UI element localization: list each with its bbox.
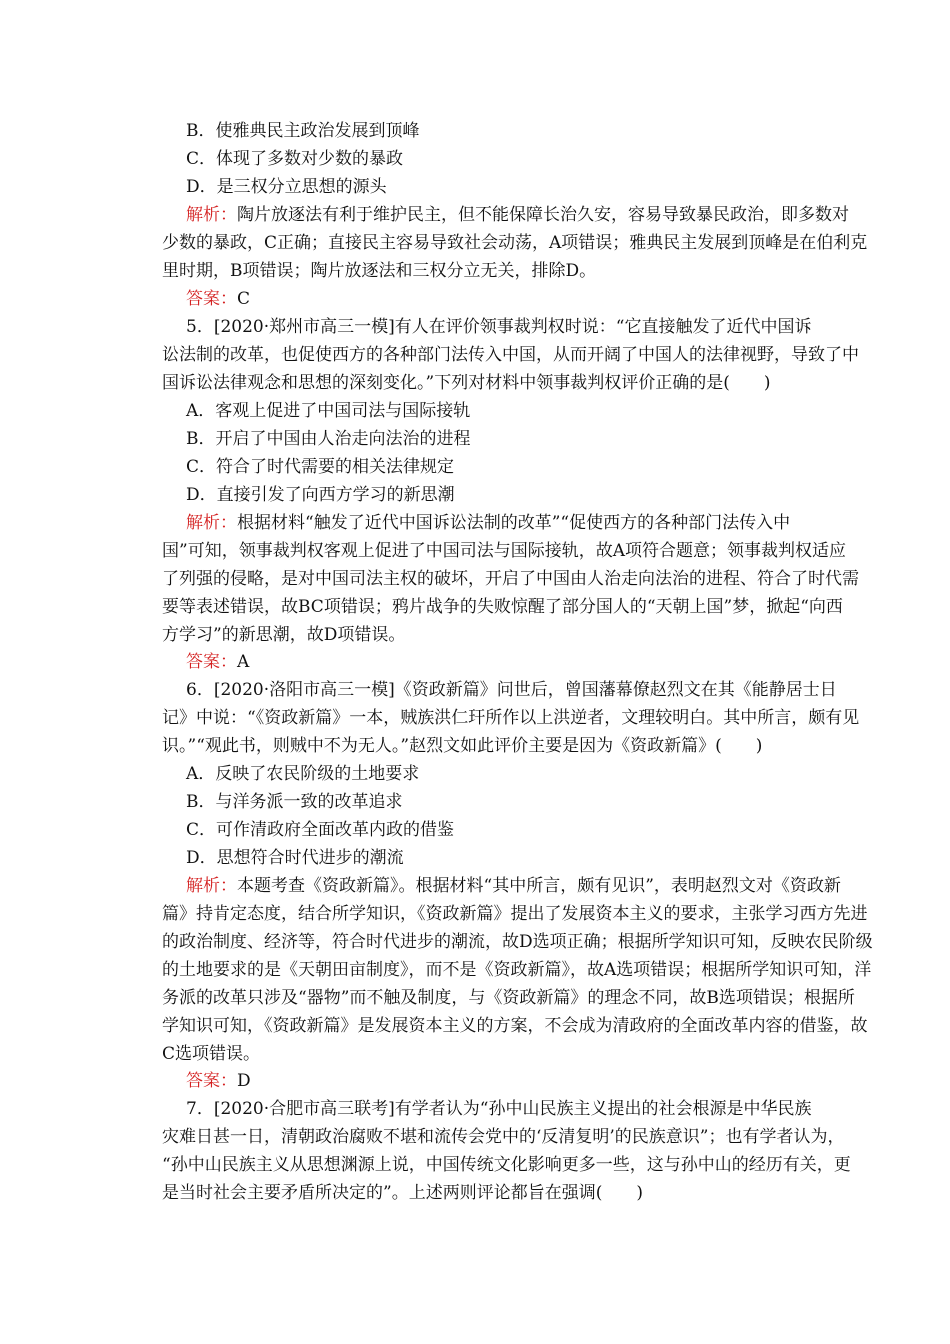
question-6: 6．[2020·洛阳市高三一模]《资政新篇》问世后，曾国藩幕僚赵烈文在其《能静居士日 [186, 680, 837, 700]
analysis-label: 解析： [186, 205, 237, 225]
option-c: C．可作清政府全面改革内政的借鉴 [186, 820, 455, 840]
analysis-line: 国”可知，领事裁判权客观上促进了中国司法与国际接轨，故A项符合题意；领事裁判权适应 [162, 541, 846, 561]
analysis-line: 学知识可知，《资政新篇》是发展资本主义的方案，不会成为清政府的全面改革内容的借鉴，故 [162, 1016, 868, 1036]
analysis-line: 解析：陶片放逐法有利于维护民主，但不能保障长治久安，容易导致暴民政治，即多数对 [186, 205, 849, 225]
answer-label: 答案： [186, 289, 237, 309]
option-c: C．体现了多数对少数的暴政 [186, 149, 404, 169]
option-d: D．直接引发了向西方学习的新思潮 [186, 485, 455, 505]
analysis-line: 解析：根据材料“触发了近代中国诉讼法制的改革”“促使西方的各种部门法传入中 [186, 513, 791, 533]
analysis-line: 解析：本题考查《资政新篇》。根据材料“其中所言，颇有见识”，表明赵烈文对《资政新 [186, 876, 841, 896]
question-6: 识。”“观此书，则贼中不为无人。”赵烈文如此评价主要是因为《资政新篇》( ) [162, 736, 763, 756]
question-7: 7．[2020·合肥市高三联考]有学者认为“孙中山民族主义提出的社会根源是中华民族 [186, 1099, 812, 1119]
analysis-line: 要等表述错误，故BC项错误；鸦片战争的失败惊醒了部分国人的“天朝上国”梦，掀起“向西 [162, 597, 843, 617]
analysis-line: 篇》持肯定态度，结合所学知识，《资政新篇》提出了发展资本主义的要求，主张学习西方先进 [162, 904, 868, 924]
option-a: A．反映了农民阶级的土地要求 [186, 764, 420, 784]
option-a: A．客观上促进了中国司法与国际接轨 [186, 401, 471, 421]
answer-line: 答案：C [186, 289, 251, 309]
analysis-line: 里时期，B项错误；陶片放逐法和三权分立无关，排除D。 [162, 261, 597, 281]
analysis-line: C选项错误。 [162, 1044, 261, 1064]
analysis-line: 少数的暴政，C正确；直接民主容易导致社会动荡，A项错误；雅典民主发展到顶峰是在伯利克 [162, 233, 868, 253]
answer-label: 答案： [186, 1071, 237, 1091]
question-7: 灾难日甚一日，清朝政治腐败不堪和流传会党中的‘反清复明’的民族意识”；也有学者认为， [162, 1127, 845, 1147]
answer-label: 答案： [186, 652, 237, 672]
option-b: B．使雅典民主政治发展到顶峰 [186, 121, 420, 141]
option-b: B．开启了中国由人治走向法治的进程 [186, 429, 471, 449]
option-b: B．与洋务派一致的改革追求 [186, 792, 403, 812]
analysis-line: 的土地要求的是《天朝田亩制度》，而不是《资政新篇》，故A选项错误；根据所学知识可知，洋 [162, 960, 872, 980]
answer-line: 答案：A [186, 652, 250, 672]
question-7: 是当时社会主要矛盾所决定的”。上述两则评论都旨在强调( ) [162, 1183, 643, 1203]
question-5: 讼法制的改革，也促使西方的各种部门法传入中国，从而开阔了中国人的法律视野，导致了中 [162, 345, 859, 365]
analysis-line: 的政治制度、经济等，符合时代进步的潮流，故D选项正确；根据所学知识可知，反映农民阶级 [162, 932, 873, 952]
answer-line: 答案：D [186, 1071, 251, 1091]
option-d: D．是三权分立思想的源头 [186, 177, 387, 197]
analysis-line: 方学习”的新思潮，故D项错误。 [162, 625, 406, 645]
analysis-label: 解析： [186, 513, 237, 533]
question-5: 国诉讼法律观念和思想的深刻变化。”下列对材料中领事裁判权评价正确的是( ) [162, 373, 771, 393]
option-d: D．思想符合时代进步的潮流 [186, 848, 404, 868]
analysis-line: 务派的改革只涉及“器物”而不触及制度，与《资政新篇》的理念不同，故B选项错误；根据所 [162, 988, 855, 1008]
question-5: 5．[2020·郑州市高三一模]有人在评价领事裁判权时说：“它直接触发了近代中国诉 [186, 317, 812, 337]
analysis-label: 解析： [186, 876, 237, 896]
question-6: 记》中说：“《资政新篇》一本，贼族洪仁玕所作以上洪逆者，文理较明白。其中所言，颇有见 [162, 708, 860, 728]
question-7: “孙中山民族主义从思想渊源上说，中国传统文化影响更多一些，这与孙中山的经历有关，更 [162, 1155, 851, 1175]
analysis-line: 了列强的侵略，是对中国司法主权的破坏，开启了中国由人治走向法治的进程、符合了时代需 [162, 569, 859, 589]
option-c: C．符合了时代需要的相关法律规定 [186, 457, 455, 477]
